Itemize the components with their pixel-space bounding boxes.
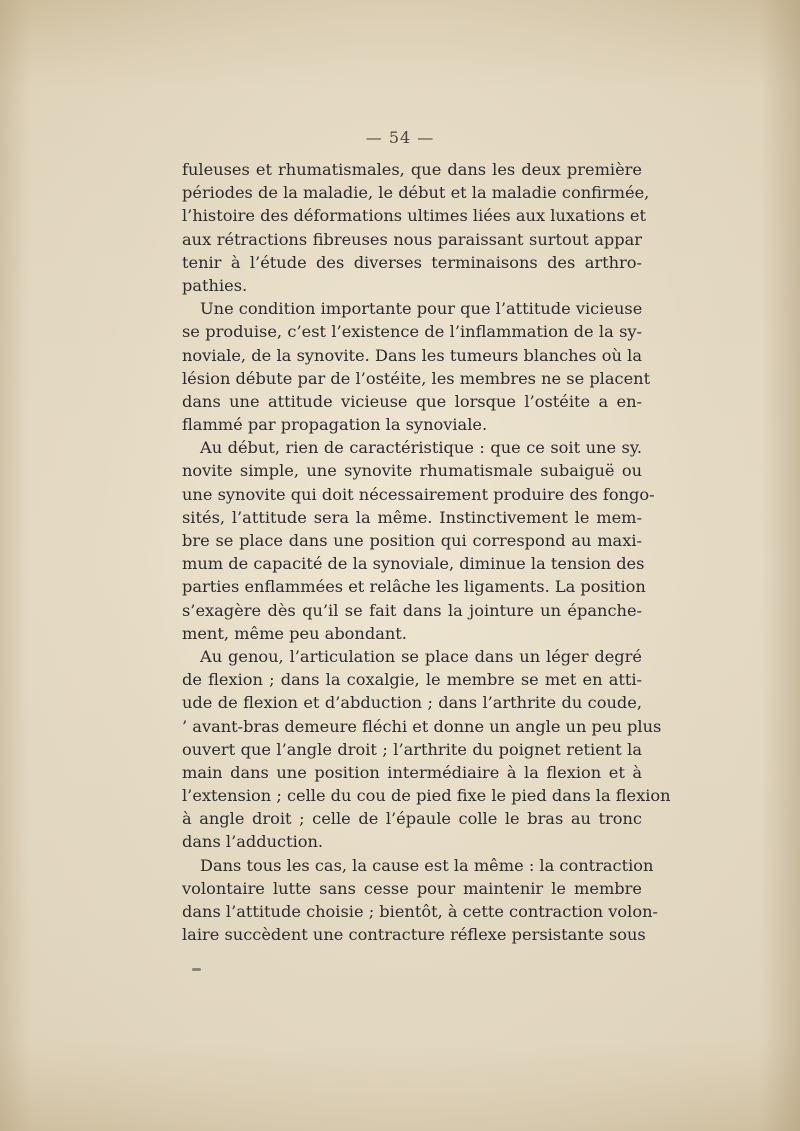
text-line: ude de flexion et d’abduction ; dans l’arthrite du coude,: [182, 693, 642, 713]
text-line: dans l’attitude choisie ; bientôt, à cette contraction volon-: [182, 902, 658, 921]
text-line: Au genou, l’articulation se place dans un léger degré: [200, 646, 642, 666]
text-line: l’histoire des déformations ultimes liées aux luxations et: [182, 206, 646, 226]
text-line: une synovite qui doit nécessairement produire des fongo-: [182, 484, 655, 504]
text-line: fuleuses et rhumatismales, que dans les deux première: [182, 160, 642, 179]
text-line: pathies.: [182, 275, 248, 295]
text-line: l’extension ; celle du cou de pied fixe le pied dans la flexion: [182, 786, 671, 806]
text-line: bre se place dans une position qui correspond au maxi-: [182, 531, 642, 550]
text-line: s’exagère dès qu’il se fait dans la jointure un épanche-: [182, 600, 642, 620]
text-line: à angle droit ; celle de l’épaule colle le bras au tronc: [182, 809, 642, 829]
text-line: Une condition importante pour que l’attitude vicieuse: [200, 299, 643, 319]
text-line: périodes de la maladie, le début et la maladie confirmée,: [182, 183, 650, 203]
text-line: volontaire lutte sans cesse pour maintenir le membre: [182, 878, 642, 898]
page-number: — 54 —: [365, 128, 435, 147]
text-line: ment, même peu abondant.: [182, 623, 407, 643]
text-line: flammé par propagation la synoviale.: [182, 415, 488, 435]
text-line: dans une attitude vicieuse que lorsque l’ostéite a en-: [182, 391, 642, 411]
text-line: novite simple, une synovite rhumatismale subaiguë ou: [182, 461, 642, 481]
text-line: ouvert que l’angle droit ; l’arthrite du poignet retient la: [182, 739, 642, 759]
text-line: Au début, rien de caractéristique : que ce soit une sy.: [200, 438, 642, 458]
text-line: noviale, de la synovite. Dans les tumeurs blanches où la: [182, 345, 642, 365]
ink-mark: [192, 968, 201, 971]
text-line: laire succèdent une contracture réflexe persistante sous: [182, 925, 646, 945]
text-line: tenir à l’étude des diverses terminaisons des arthro-: [182, 252, 642, 272]
text-line: mum de capacité de la synoviale, diminue la tension des: [182, 554, 645, 574]
text-line: main dans une position intermédiaire à la flexion et à: [182, 762, 642, 782]
text-line: parties enflammées et relâche les ligaments. La position: [182, 577, 646, 597]
body-text: [182, 158, 671, 946]
page-edge-shadow-left: [0, 0, 30, 1131]
text-line: dans l’adduction.: [182, 832, 324, 852]
text-line: lésion débute par de l’ostéite, les membres ne se placent: [182, 368, 651, 388]
text-line: ’ avant-bras demeure fléchi et donne un angle un peu plus: [182, 716, 662, 736]
text-line: aux rétractions fibreuses nous paraissant surtout appar: [182, 229, 642, 249]
text-line: sités, l’attitude sera la même. Instinctivement le mem-: [182, 507, 642, 527]
page-edge-shadow-right: [760, 0, 800, 1131]
text-line: se produise, c’est l’existence de l’inflammation de la sy-: [182, 322, 642, 342]
text-line: de flexion ; dans la coxalgie, le membre se met en atti-: [182, 670, 642, 690]
text-line: Dans tous les cas, la cause est la même : la contraction: [200, 855, 654, 875]
